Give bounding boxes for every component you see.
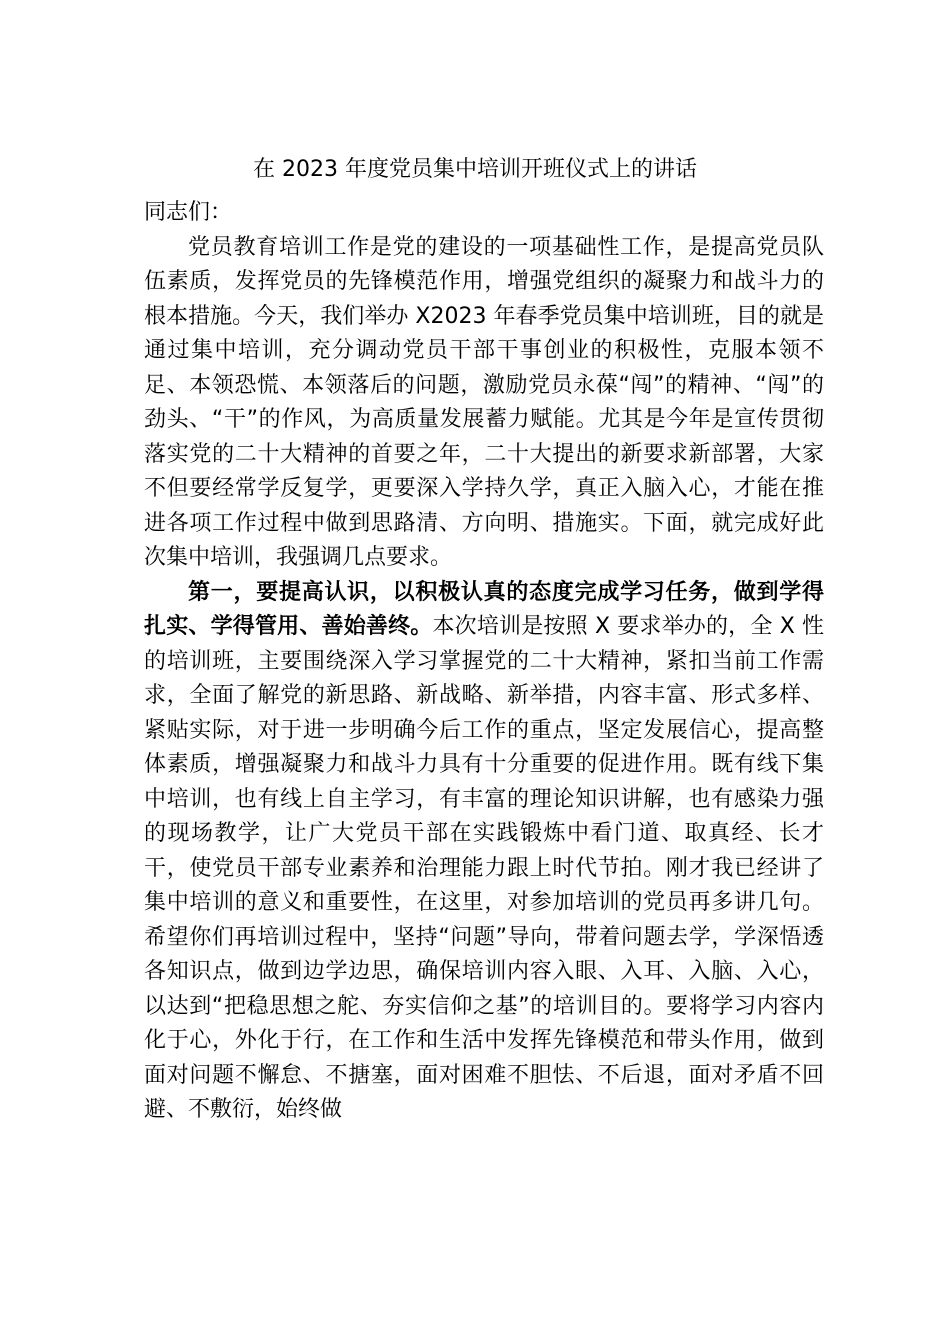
salutation: 同志们： <box>144 200 233 225</box>
document-title: 在 2023 年度党员集中培训开班仪式上的讲话 <box>253 157 697 182</box>
paragraph-intro: 党员教育培训工作是党的建设的一项基础性工作，是提高党员队伍素质，发挥党员的先锋模范作用，增强党组织的凝聚力和战斗力的根本措施。今天，我们举办 X2023 年春季党员集中培训班，目的就是通过集中培训，充分调动党员干部干事创业的积极性，克服本领不足、本领恐慌、本领落后的问题，激励党员永葆“闯”的精神、“闯”的劲头、“干”的作风，为高质量发展蓄力赋能。尤其是今年是宣传贯彻落实党的二十大精神的首要之年，二十大提出的新要求新部署，大家不但要经常学反复学，更要深入学持久学，真正入脑入心，才能在推进各项工作过程中做到思路清、方向明、措施实。下面，就完成好此次集中培训，我强调几点要求。 <box>144 234 824 570</box>
document-body <box>144 196 824 1128</box>
paragraph-first-point <box>144 576 824 1128</box>
first-point-body: 本次培训是按照 X 要求举办的，全 X 性的培训班，主要围绕深入学习掌握党的二十大精神，紧扣当前工作需求，全面了解党的新思路、新战略、新举措，内容丰富、形式多样、紧贴实际，对于进一步明确今后工作的重点，坚定发展信心，提高整体素质，增强凝聚力和战斗力具有十分重要的促进作用。既有线下集中培训，也有线上自主学习，有丰富的理论知识讲解，也有感染力强的现场教学，让广大党员干部在实践锻炼中看门道、取真经、长才干，使党员干部专业素养和治理能力跟上时代节拍。刚才我已经讲了集中培训的意义和重要性，在这里，对参加培训的党员再多讲几句。希望你们再培训过程中，坚持“问题”导向，带着问题去学，学深悟透各知识点，做到边学边思，确保培训内容入眼、入耳、入脑、入心，以达到“把稳思想之舵、夯实信仰之基”的培训目的。要将学习内容内化于心，外化于行，在工作和生活中发挥先锋模范和带头作用，做到面对问题不懈怠、不搪塞，面对困难不胆怯、不后退，面对矛盾不回避、不敷衍，始终做 <box>144 614 824 1122</box>
first-point-heading: 第一，要提高认识，以积极认真的态度完成学习任务，做到学得扎实、学得管用、善始善终。 <box>144 579 824 639</box>
